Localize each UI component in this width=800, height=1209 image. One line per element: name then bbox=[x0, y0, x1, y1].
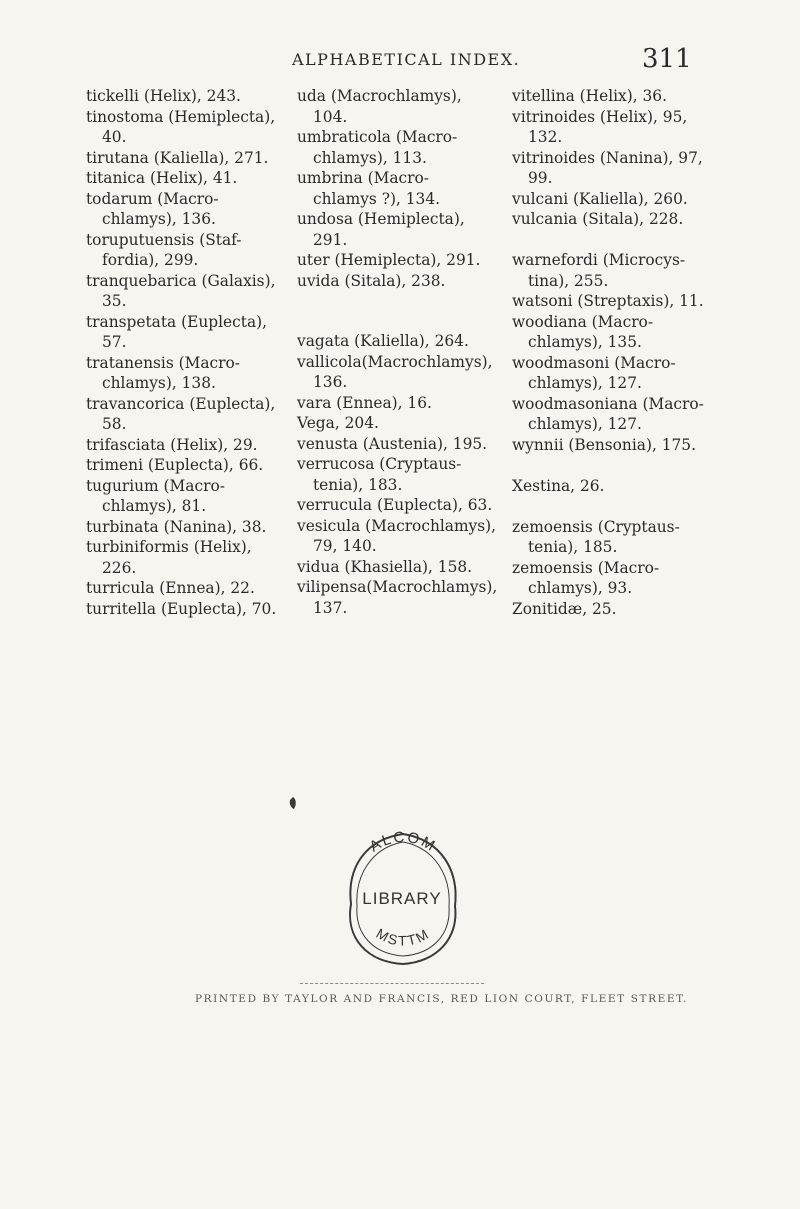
index-entry bbox=[512, 312, 734, 353]
index-column-1 bbox=[86, 86, 294, 619]
index-entry-continuation: tina), 255. bbox=[528, 271, 609, 290]
index-entry-continuation: 35. bbox=[102, 292, 127, 310]
index-entry-continuation: chlamys), 127. bbox=[528, 415, 642, 433]
index-entry-text: todarum (Macro- bbox=[86, 189, 219, 208]
index-entry-continuation: 40. bbox=[102, 128, 127, 146]
index-entry bbox=[297, 168, 505, 209]
index-entry-continuation: chlamys), 113. bbox=[313, 148, 427, 167]
index-entry bbox=[86, 271, 294, 312]
index-entry-continuation: 79, 140. bbox=[313, 537, 377, 555]
index-entry-text: vitellina (Helix), 36. bbox=[512, 87, 667, 105]
index-entry bbox=[86, 394, 294, 435]
index-entry bbox=[86, 230, 294, 271]
index-entry bbox=[512, 148, 734, 189]
index-entry-continuation: 136. bbox=[313, 373, 348, 391]
index-entry-text: turritella (Euplecta), 70. bbox=[86, 599, 277, 618]
index-entry-text: uter (Hemiplecta), 291. bbox=[297, 251, 481, 269]
index-entry bbox=[297, 393, 505, 414]
index-entry bbox=[512, 353, 734, 394]
index-entry-text: tratanensis (Macro- bbox=[86, 353, 241, 372]
index-entry bbox=[512, 394, 734, 435]
index-entry bbox=[86, 107, 294, 148]
index-entry bbox=[512, 86, 734, 107]
index-entry-text: trimeni (Euplecta), 66. bbox=[86, 456, 264, 474]
index-entry bbox=[512, 558, 734, 599]
index-column-2 bbox=[297, 86, 505, 618]
index-entry-text: undosa (Hemiplecta), bbox=[297, 210, 465, 228]
index-entry-text: verrucula (Euplecta), 63. bbox=[297, 496, 493, 514]
index-entry-continuation: tenia), 183. bbox=[313, 475, 403, 494]
index-entry-text: travancorica (Euplecta), bbox=[86, 394, 276, 413]
index-entry-continuation: tenia), 185. bbox=[528, 538, 618, 556]
index-entry-text: toruputuensis (Staf- bbox=[86, 230, 242, 249]
index-entry bbox=[86, 455, 294, 476]
index-entry-text: verrucosa (Cryptaus- bbox=[297, 455, 462, 473]
index-entry-text: turricula (Ennea), 22. bbox=[86, 579, 255, 597]
index-entry-text: umbraticola (Macro- bbox=[297, 128, 458, 146]
index-entry-text: titanica (Helix), 41. bbox=[86, 169, 238, 187]
index-entry-text: tickelli (Helix), 243. bbox=[86, 87, 241, 105]
index-entry-text: vara (Ennea), 16. bbox=[297, 393, 432, 412]
index-entry bbox=[512, 476, 734, 497]
index-entry bbox=[512, 517, 734, 558]
footer-rule bbox=[300, 983, 484, 984]
index-entry bbox=[297, 209, 505, 250]
index-entry-continuation: 132. bbox=[528, 128, 563, 146]
index-entry-continuation: chlamys), 127. bbox=[528, 374, 642, 392]
index-entry bbox=[512, 291, 734, 312]
index-entry-text: Vega, 204. bbox=[297, 414, 379, 432]
index-entry-text: woodiana (Macro- bbox=[512, 312, 654, 331]
stamp-bottom-text: MSTTM bbox=[373, 925, 433, 949]
index-entry-continuation: 104. bbox=[313, 107, 348, 126]
index-entry-text: Zonitidæ, 25. bbox=[512, 599, 617, 618]
index-entry-text: trifasciata (Helix), 29. bbox=[86, 435, 258, 454]
index-entry-text: tirutana (Kaliella), 271. bbox=[86, 148, 269, 167]
index-entry bbox=[297, 271, 505, 292]
page-number: 311 bbox=[642, 44, 692, 74]
index-entry bbox=[297, 577, 505, 618]
index-entry bbox=[297, 331, 505, 352]
index-entry-continuation: chlamys), 81. bbox=[102, 497, 207, 515]
index-entry bbox=[512, 599, 734, 620]
index-entry bbox=[297, 352, 505, 393]
index-entry-continuation: chlamys), 138. bbox=[102, 374, 216, 392]
index-entry-text: woodmasoni (Macro- bbox=[512, 353, 676, 372]
index-entry bbox=[86, 148, 294, 169]
library-stamp bbox=[333, 826, 471, 968]
index-entry bbox=[297, 413, 505, 434]
page-header bbox=[0, 44, 800, 78]
index-entry-text: vilipensa(Macrochlamys), bbox=[297, 578, 498, 596]
index-entry bbox=[86, 599, 294, 620]
index-entry-text: watsoni (Streptaxis), 11. bbox=[512, 292, 704, 310]
stamp-top-text: ALCOM bbox=[366, 828, 440, 856]
index-entry-text: umbrina (Macro- bbox=[297, 169, 430, 187]
index-entry bbox=[297, 434, 505, 455]
index-entry bbox=[297, 250, 505, 271]
index-entry bbox=[297, 454, 505, 495]
index-entry-continuation: 291. bbox=[313, 230, 348, 249]
index-entry bbox=[512, 189, 734, 210]
index-entry-continuation: chlamys ?), 134. bbox=[313, 189, 441, 208]
index-entry-text: vulcani (Kaliella), 260. bbox=[512, 189, 688, 208]
index-entry-text: vesicula (Macrochlamys), bbox=[297, 516, 497, 535]
running-head: ALPHABETICAL INDEX. bbox=[292, 50, 521, 69]
index-entry-text: vitrinoides (Nanina), 97, bbox=[512, 148, 703, 167]
index-entry bbox=[297, 557, 505, 578]
index-entry-text: tinostoma (Hemiplecta), bbox=[86, 107, 276, 126]
index-entry bbox=[86, 189, 294, 230]
index-entry-text: Xestina, 26. bbox=[512, 476, 605, 495]
stamp-center-text: LIBRARY bbox=[362, 889, 442, 908]
index-entry bbox=[86, 168, 294, 189]
index-entry-text: vallicola(Macrochlamys), bbox=[297, 352, 493, 371]
index-entry bbox=[86, 312, 294, 353]
index-entry-continuation: 99. bbox=[528, 169, 553, 187]
index-entry-text: vulcania (Sitala), 228. bbox=[512, 210, 684, 228]
index-entry bbox=[86, 517, 294, 538]
index-entry-text: vidua (Khasiella), 158. bbox=[297, 557, 473, 576]
index-entry-continuation: chlamys), 136. bbox=[102, 210, 216, 228]
index-entry bbox=[86, 435, 294, 456]
index-entry bbox=[297, 127, 505, 168]
index-entry-continuation: chlamys), 93. bbox=[528, 579, 633, 597]
index-entry bbox=[86, 86, 294, 107]
index-column-3 bbox=[512, 86, 734, 619]
index-entry-text: zemoensis (Cryptaus- bbox=[512, 517, 680, 536]
index-entry-text: uvida (Sitala), 238. bbox=[297, 271, 446, 290]
svg-text:ALCOM bbox=[367, 829, 440, 856]
index-entry-continuation: 58. bbox=[102, 415, 127, 433]
index-entry-text: wynnii (Bensonia), 175. bbox=[512, 435, 696, 454]
index-entry-continuation: fordia), 299. bbox=[102, 251, 199, 269]
ink-speck bbox=[288, 796, 298, 810]
index-entry-continuation: 57. bbox=[102, 333, 127, 351]
index-entry-text: woodmasoniana (Macro- bbox=[512, 394, 704, 413]
index-entry-text: warnefordi (Microcys- bbox=[512, 251, 686, 269]
index-entry-continuation: 137. bbox=[313, 598, 348, 617]
index-entry bbox=[297, 495, 505, 516]
index-entry bbox=[86, 353, 294, 394]
index-entry bbox=[86, 537, 294, 578]
index-entry bbox=[86, 578, 294, 599]
index-entry bbox=[512, 435, 734, 456]
index-entry-text: vitrinoides (Helix), 95, bbox=[512, 107, 688, 126]
index-entry-text: turbiniformis (Helix), bbox=[86, 538, 252, 556]
svg-text:MSTTM bbox=[373, 925, 432, 949]
index-entry-continuation: chlamys), 135. bbox=[528, 333, 642, 351]
index-entry bbox=[86, 476, 294, 517]
index-entry-text: turbinata (Nanina), 38. bbox=[86, 517, 267, 536]
index-entry-text: vagata (Kaliella), 264. bbox=[297, 332, 469, 350]
index-entry-text: uda (Macrochlamys), bbox=[297, 87, 462, 105]
index-entry bbox=[512, 107, 734, 148]
index-entry-text: tranquebarica (Galaxis), bbox=[86, 271, 276, 290]
index-entry-text: transpetata (Euplecta), bbox=[86, 312, 268, 331]
index-entry bbox=[297, 86, 505, 127]
printer-imprint: PRINTED BY TAYLOR AND FRANCIS, RED LION COURT, FLEET STREET. bbox=[195, 993, 689, 1005]
index-entry-continuation: 226. bbox=[102, 558, 137, 577]
index-entry bbox=[297, 516, 505, 557]
index-entry-text: tugurium (Macro- bbox=[86, 476, 225, 495]
index-entry bbox=[512, 250, 734, 291]
index-entry-text: zemoensis (Macro- bbox=[512, 558, 660, 577]
index-entry-text: venusta (Austenia), 195. bbox=[297, 434, 488, 453]
index-entry bbox=[512, 209, 734, 230]
